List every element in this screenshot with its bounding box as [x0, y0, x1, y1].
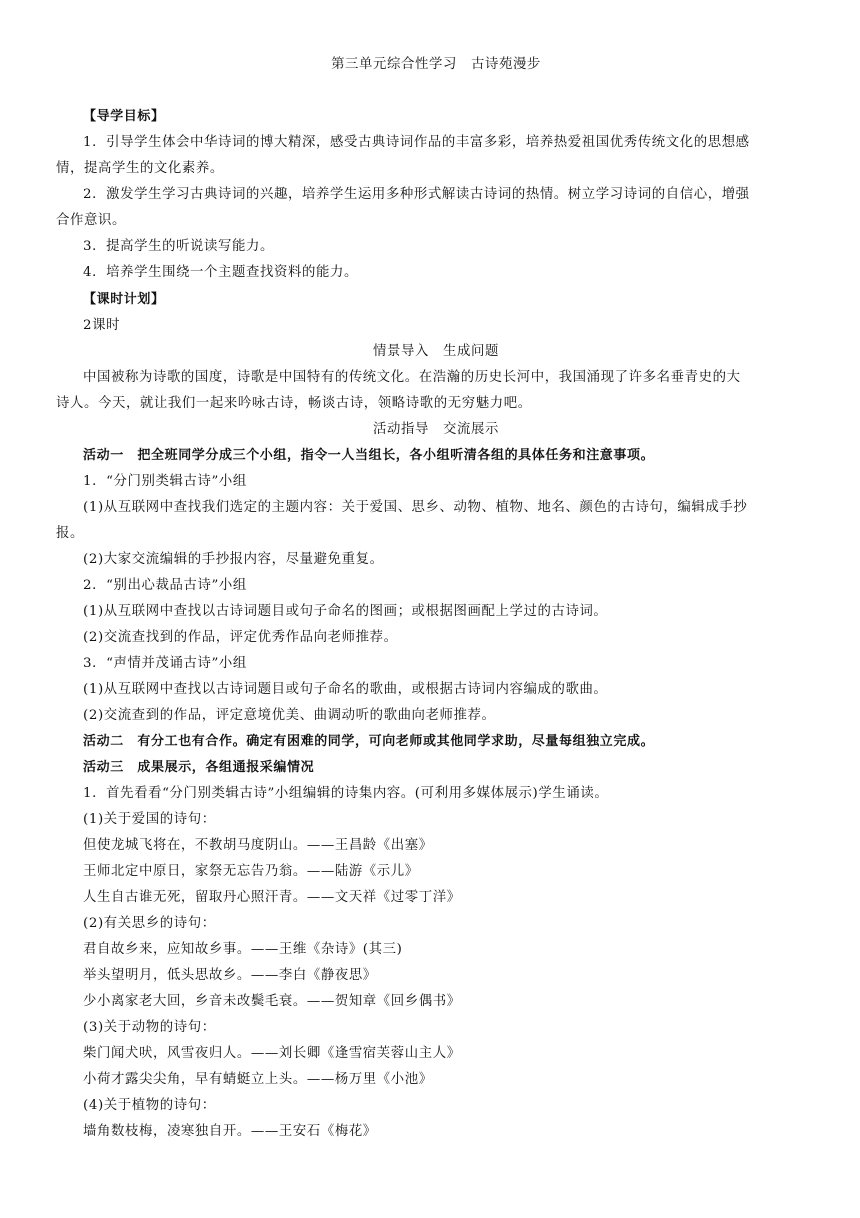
homesick-line-3: 少小离家老大回，乡音未改鬓毛衰。——贺知章《回乡偶书》 [83, 994, 461, 1009]
group-3-item-1: (1)从互联网中查找以古诗词题目或句子命名的歌曲，或根据古诗词内容编成的歌曲。 [83, 682, 608, 697]
group-1-title: 1．“分门别类辑古诗”小组 [83, 474, 247, 489]
patriotic-line-2: 王师北定中原日，家祭无忘告乃翁。——陆游《示儿》 [83, 864, 419, 879]
patriotic-heading: (1)关于爱国的诗句： [83, 812, 216, 827]
page-title: 第三单元综合性学习 古诗苑漫步 [331, 57, 541, 72]
homesick-line-2: 举头望明月，低头思故乡。——李白《静夜思》 [83, 968, 377, 983]
group-2-item-1: (1)从互联网中查找以古诗词题目或句子命名的图画；或根据图画配上学过的古诗词。 [83, 604, 608, 619]
activity-3: 活动三 成果展示，各组通报采编情况 [83, 760, 315, 775]
homesick-line-1: 君自故乡来，应知故乡事。——王维《杂诗》(其三) [83, 942, 403, 957]
group-3-item-2: (2)交流查到的作品，评定意境优美、曲调动听的歌曲向老师推荐。 [83, 708, 496, 723]
patriotic-line-3: 人生自古谁无死，留取丹心照汗青。——文天祥《过零丁洋》 [83, 890, 461, 905]
show-1: 1．首先看看“分门别类辑古诗”小组编辑的诗集内容。(可利用多媒体展示)学生诵读。 [83, 786, 609, 801]
plan-heading: 【课时计划】 [83, 292, 165, 307]
group-1-item-1-line-1: (1)从互联网中查找我们选定的主题内容：关于爱国、思乡、动物、植物、地名、颜色的古诗句，编辑成手抄 [83, 500, 748, 515]
goal-3: 3．提高学生的听说读写能力。 [83, 239, 274, 254]
goal-1-line-1: 1．引导学生体会中华诗词的博大精深，感受古典诗词作品的丰富多彩，培养热爱祖国优秀传统文化的思想感 [83, 135, 750, 150]
homesick-heading: (2)有关思乡的诗句： [83, 916, 216, 931]
plan-text: 2课时 [83, 318, 121, 333]
intro-line-2: 诗人。今天，就让我们一起来吟咏古诗，畅谈古诗，领略诗歌的无穷魅力吧。 [56, 396, 532, 411]
plant-heading: (4)关于植物的诗句： [83, 1098, 216, 1113]
group-3-title: 3．“声情并茂诵古诗”小组 [83, 656, 247, 671]
group-2-item-2: (2)交流查找到的作品，评定优秀作品向老师推荐。 [83, 630, 398, 645]
subheading-intro: 情景导入 生成问题 [373, 344, 499, 359]
animal-heading: (3)关于动物的诗句： [83, 1020, 216, 1035]
subheading-activities: 活动指导 交流展示 [373, 422, 499, 437]
patriotic-line-1: 但使龙城飞将在，不教胡马度阴山。——王昌龄《出塞》 [83, 838, 433, 853]
goal-1-line-2: 情，提高学生的文化素养。 [56, 161, 224, 176]
goals-heading: 【导学目标】 [83, 109, 165, 124]
activity-2: 活动二 有分工也有合作。确定有困难的同学，可向老师或其他同学求助，尽量每组独立完成。 [83, 734, 655, 749]
group-2-title: 2．“别出心裁品古诗”小组 [83, 578, 247, 593]
goal-2-line-2: 合作意识。 [56, 213, 126, 228]
group-1-item-2: (2)大家交流编辑的手抄报内容，尽量避免重复。 [83, 552, 384, 567]
group-1-item-1-line-2: 报。 [56, 526, 84, 541]
plant-line-1: 墙角数枝梅，凌寒独自开。——王安石《梅花》 [83, 1124, 377, 1139]
intro-line-1: 中国被称为诗歌的国度，诗歌是中国特有的传统文化。在浩瀚的历史长河中，我国涌现了许多名垂青史的大 [83, 370, 741, 385]
goal-4: 4．培养学生围绕一个主题查找资料的能力。 [83, 265, 358, 280]
activity-1: 活动一 把全班同学分成三个小组，指令一人当组长，各小组听清各组的具体任务和注意事项。 [83, 448, 655, 463]
animal-line-2: 小荷才露尖尖角，早有蜻蜓立上头。——杨万里《小池》 [83, 1072, 433, 1087]
goal-2-line-1: 2．激发学生学习古典诗词的兴趣，培养学生运用多种形式解读古诗词的热情。树立学习诗词的自信心，增强 [83, 187, 750, 202]
animal-line-1: 柴门闻犬吠，风雪夜归人。——刘长卿《逢雪宿芙蓉山主人》 [83, 1046, 461, 1061]
